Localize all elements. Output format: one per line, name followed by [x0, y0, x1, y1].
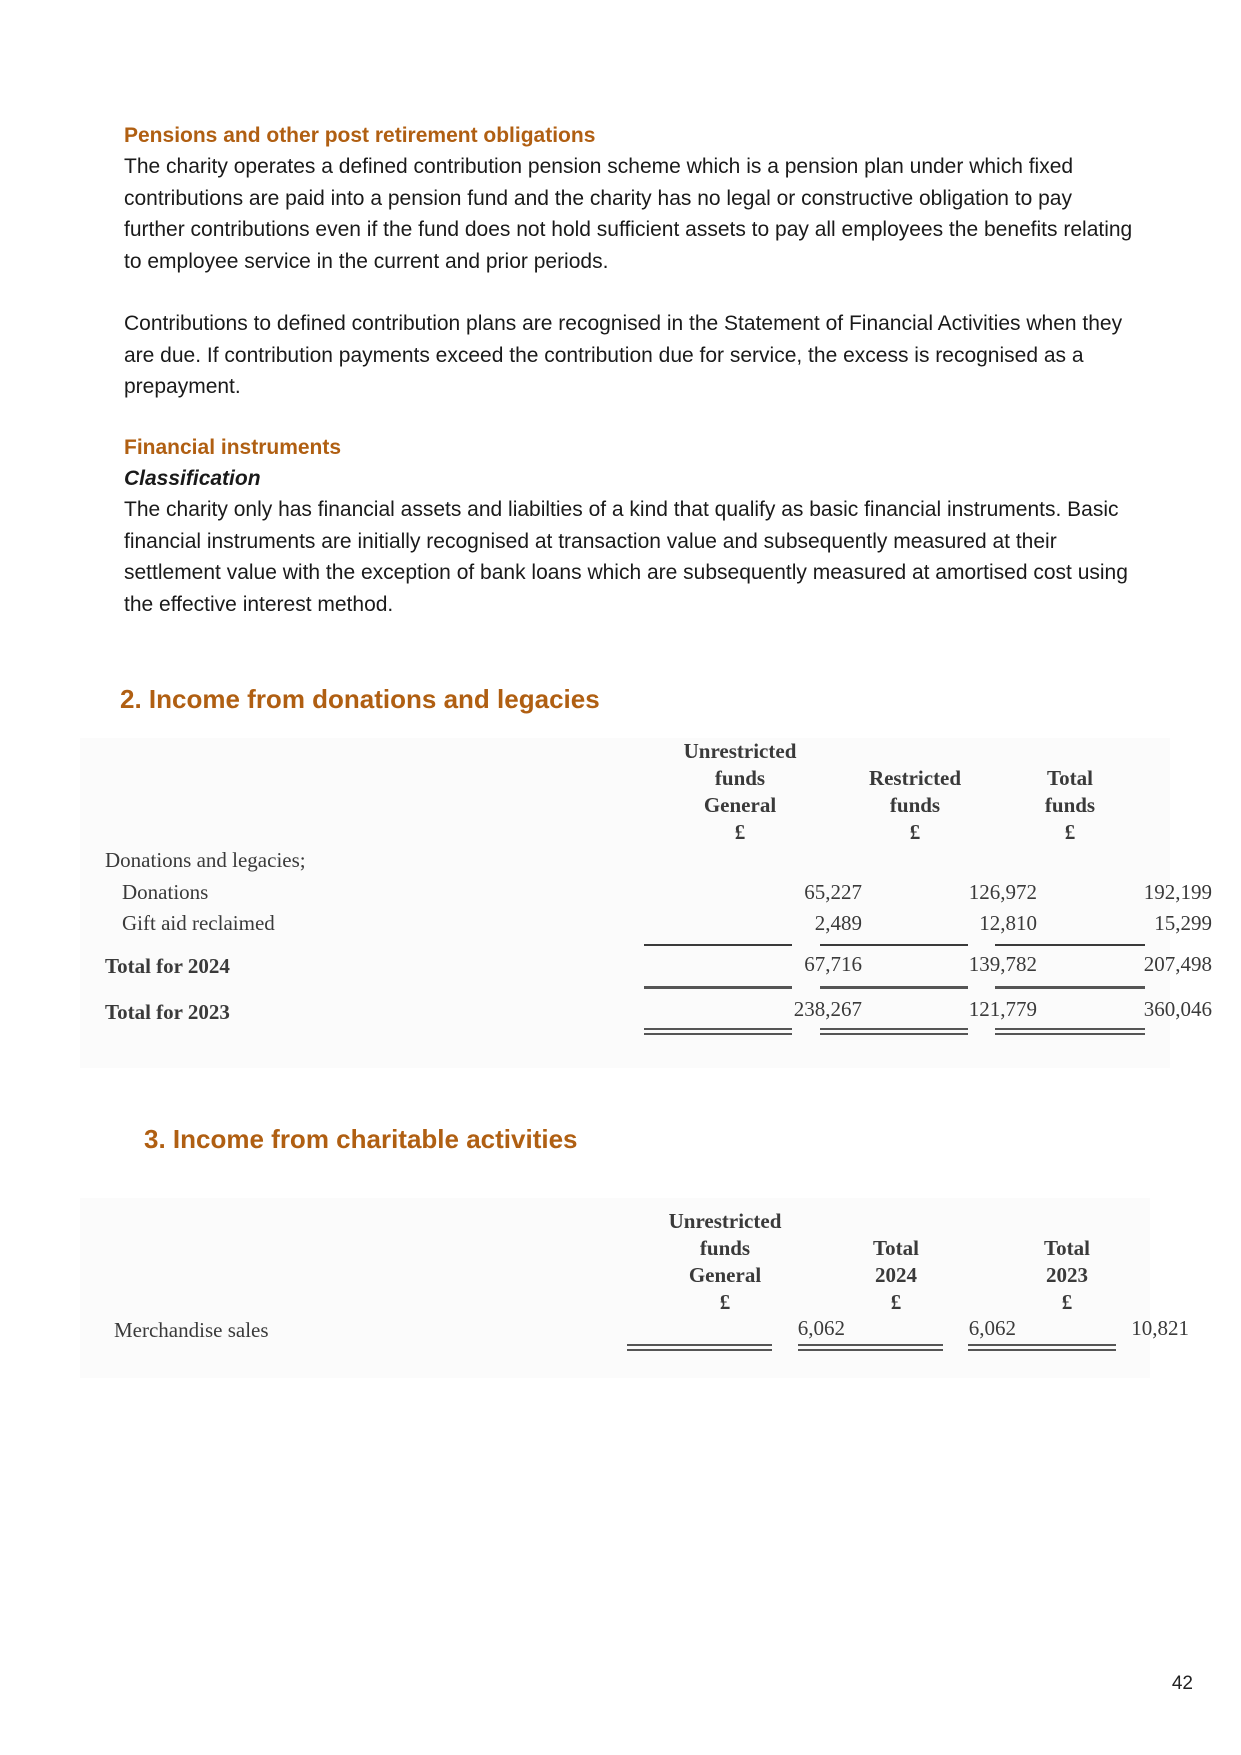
- col-header-line: £: [890, 1290, 902, 1314]
- cell-giftaid-total: 15,299: [1154, 911, 1212, 935]
- col-header-total-2023: [967, 1235, 1167, 1316]
- col-header-unrestricted: [640, 738, 840, 846]
- financial-instruments-paragraph: The charity only has financial assets and liabilties of a kind that qualify as basic financial instruments. Basic financial instruments are initially recognised at transaction value and subsequently measured at their settlement value with the exception of bank loans which are subsequently measured at amortised cost using the effective interest method.: [124, 498, 1128, 616]
- charitable-activities-table: [80, 1198, 1189, 1378]
- cell-total2023-unrestricted: 238,267: [793, 997, 862, 1021]
- donations-table: [80, 738, 1212, 1068]
- col-header-line: General: [703, 793, 777, 817]
- financial-instruments-heading: Financial instruments: [124, 436, 342, 459]
- double-rule: [995, 1028, 1145, 1035]
- col-header-line: funds: [714, 766, 766, 790]
- pensions-heading: Pensions and other post retirement obligations: [124, 124, 596, 147]
- row-label-donations: Donations: [122, 880, 209, 904]
- cell-merch-total-2023: 10,821: [1131, 1316, 1189, 1340]
- double-rule: [968, 1344, 1116, 1351]
- col-header-line: funds: [699, 1236, 751, 1260]
- subtotal-rule: [995, 944, 1145, 946]
- pensions-paragraph-2: Contributions to defined contribution plans are recognised in the Statement of Financial Activities when they are due. If contribution payments exceed the contribution due for service, the excess is recognised as a prepayment.: [124, 312, 1123, 398]
- row-label-total-2024: Total for 2024: [105, 954, 230, 978]
- row-label-total-2023: Total for 2023: [105, 1000, 230, 1024]
- cell-donations-total: 192,199: [1143, 880, 1212, 904]
- col-header-line: funds: [1044, 793, 1096, 817]
- col-header-total-2024: [796, 1235, 996, 1316]
- cell-total2024-restricted: 139,782: [968, 952, 1037, 976]
- col-header-line: £: [719, 1290, 731, 1314]
- cell-total2024-unrestricted: 67,716: [804, 952, 862, 976]
- col-header-line: Unrestricted: [683, 739, 797, 763]
- financial-instruments-section: [124, 432, 1134, 620]
- cell-giftaid-unrestricted: 2,489: [814, 911, 862, 935]
- total-rule: [995, 986, 1145, 989]
- row-label-gift-aid: Gift aid reclaimed: [122, 911, 275, 935]
- total-rule: [820, 986, 968, 989]
- col-header-line: Total: [873, 1236, 919, 1260]
- cell-merch-total-2024: 6,062: [968, 1316, 1016, 1340]
- section-2-title: 2. Income from donations and legacies: [120, 684, 600, 714]
- subtotal-rule: [820, 944, 968, 946]
- col-header-line: 2024: [875, 1263, 917, 1287]
- cell-total2024-total: 207,498: [1143, 952, 1212, 976]
- col-header-line: £: [1061, 1290, 1073, 1314]
- double-rule: [644, 1028, 792, 1035]
- col-header-line: 2023: [1046, 1263, 1088, 1287]
- col-header-line: funds: [889, 793, 941, 817]
- group-label: Donations and legacies;: [105, 848, 306, 872]
- col-header-line: Total: [1044, 1236, 1090, 1260]
- cell-total2023-total: 360,046: [1143, 997, 1212, 1021]
- cell-merch-unrestricted: 6,062: [797, 1316, 845, 1340]
- col-header-unrestricted: [625, 1208, 825, 1316]
- col-header-line: £: [734, 820, 746, 844]
- col-header-line: £: [909, 820, 921, 844]
- pensions-section: [124, 120, 1134, 403]
- section-3-title: 3. Income from charitable activities: [144, 1124, 578, 1154]
- double-rule: [820, 1028, 968, 1035]
- col-header-line: Restricted: [868, 766, 962, 790]
- col-header-line: £: [1064, 820, 1076, 844]
- col-header-total: [990, 765, 1150, 846]
- cell-donations-restricted: 126,972: [968, 880, 1037, 904]
- cell-donations-unrestricted: 65,227: [804, 880, 862, 904]
- classification-subheading: Classification: [124, 467, 261, 490]
- cell-total2023-restricted: 121,779: [968, 997, 1037, 1021]
- double-rule: [627, 1344, 772, 1351]
- total-rule: [644, 986, 792, 989]
- pensions-paragraph-1: The charity operates a defined contribution pension scheme which is a pension plan under which fixed contributions are paid into a pension fund and the charity has no legal or constructive obligation to pay further contributions even if the fund does not hold sufficient assets to pay all employees the benefits relating to employee service in the current and prior periods.: [124, 155, 1133, 273]
- row-label-merchandise: Merchandise sales: [114, 1318, 269, 1342]
- col-header-line: General: [688, 1263, 762, 1287]
- double-rule: [798, 1344, 943, 1351]
- col-header-line: Unrestricted: [668, 1209, 782, 1233]
- cell-giftaid-restricted: 12,810: [979, 911, 1037, 935]
- col-header-restricted: [815, 765, 1015, 846]
- page-number: 42: [1171, 1673, 1193, 1694]
- subtotal-rule: [644, 944, 792, 946]
- col-header-line: Total: [1047, 766, 1093, 790]
